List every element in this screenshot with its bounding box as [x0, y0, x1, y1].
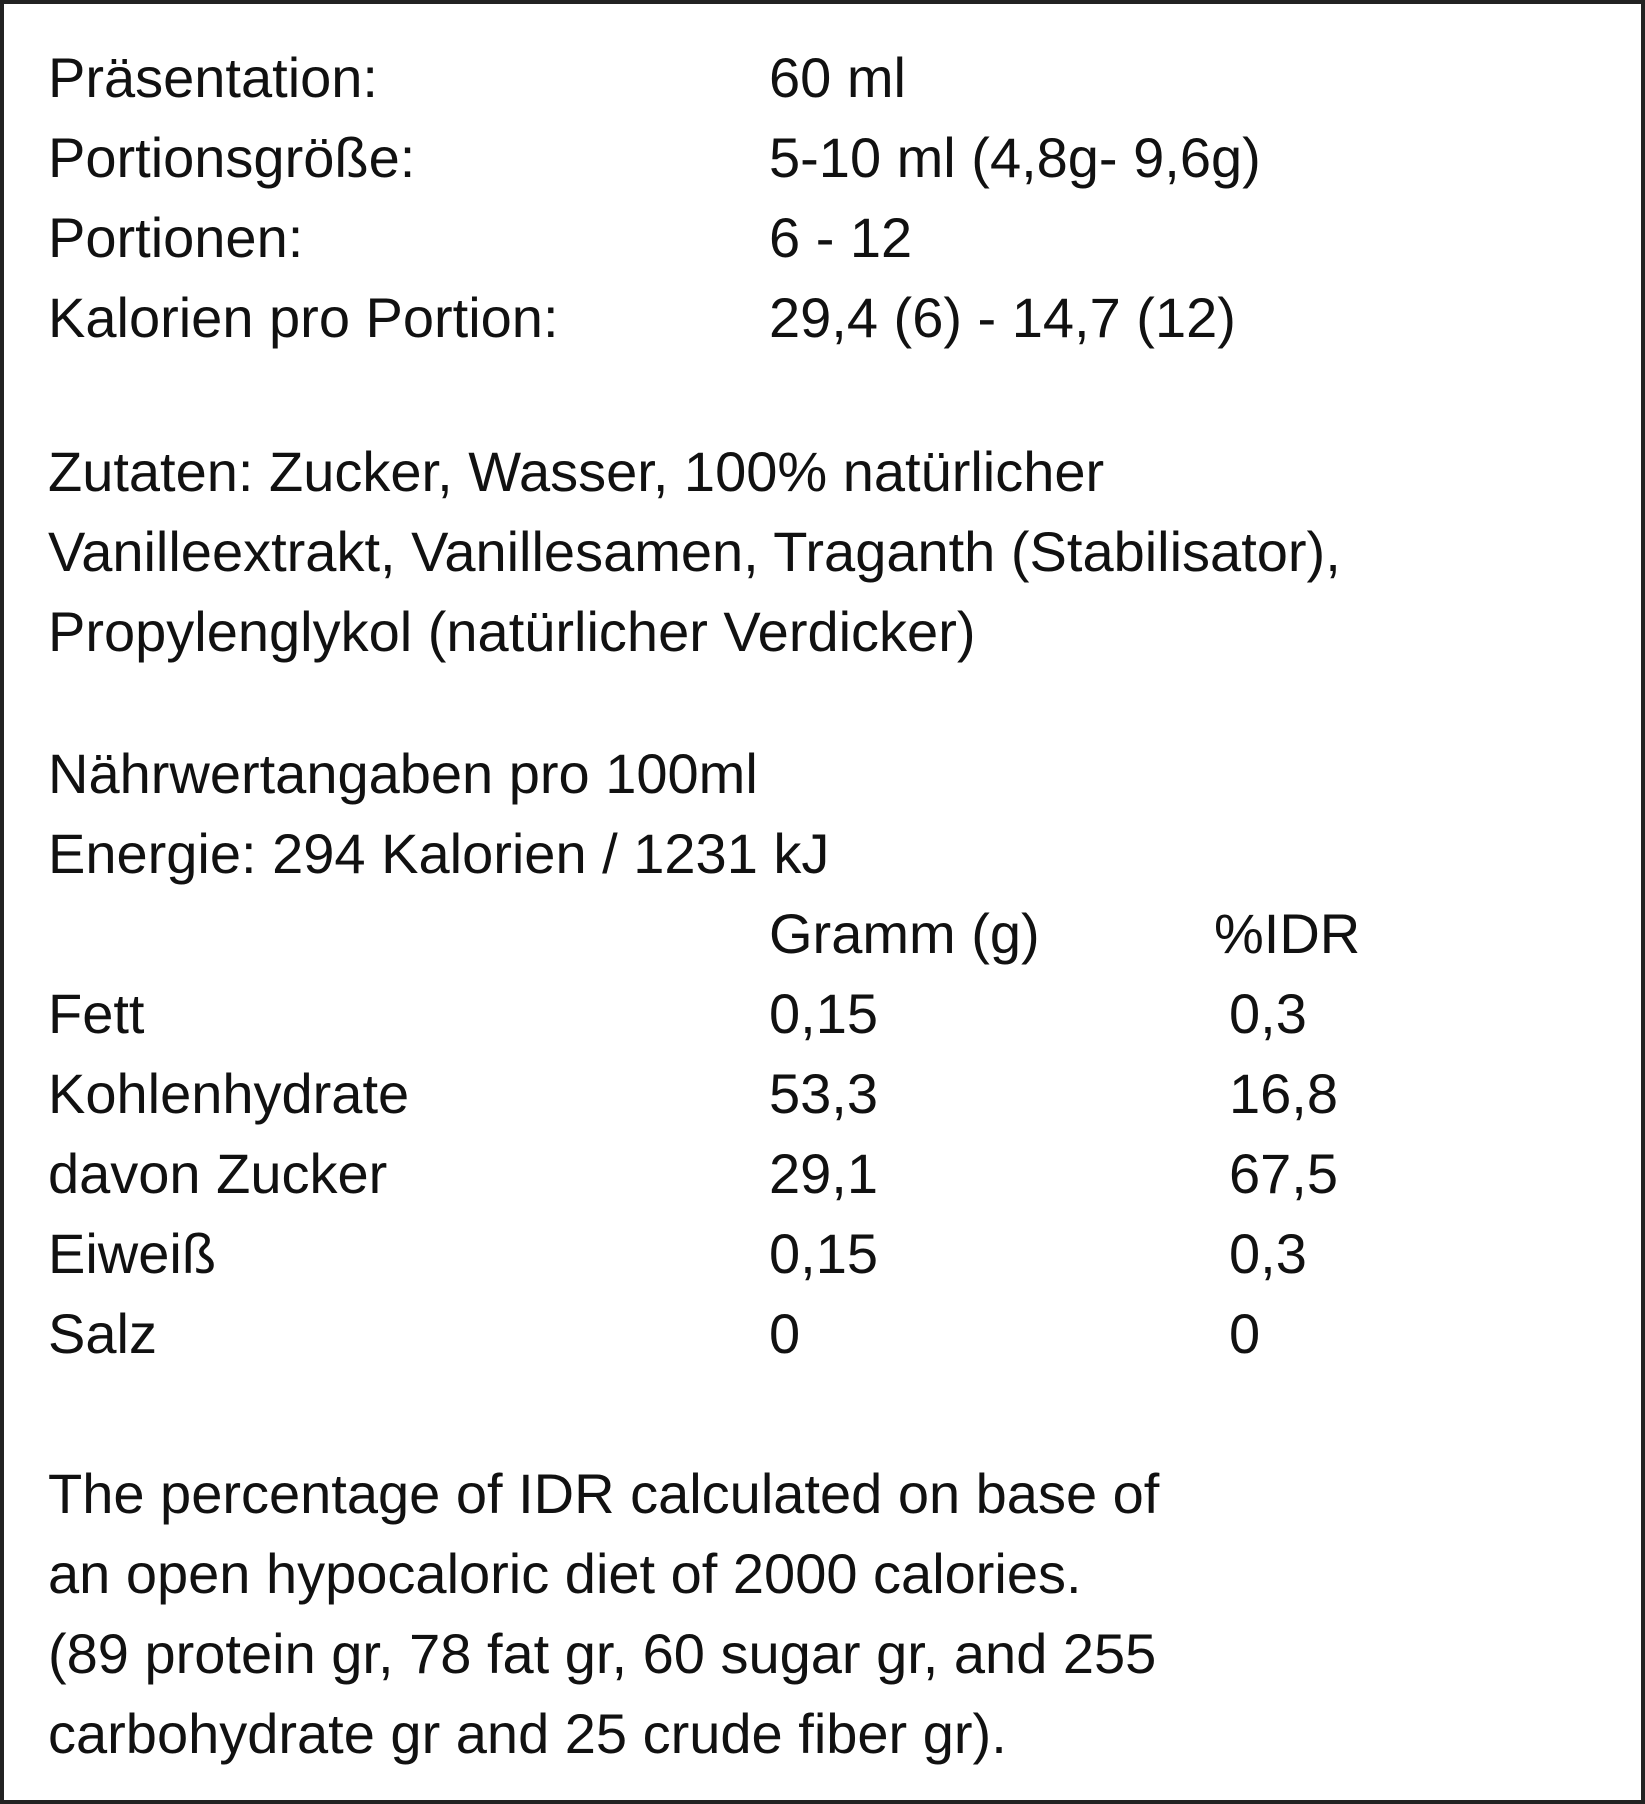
nutrition-energy: Energie: 294 Kalorien / 1231 kJ: [48, 822, 830, 885]
info-label: Kalorien pro Portion:: [48, 286, 559, 349]
info-row-calories: [4, 278, 1641, 358]
table-row: [4, 1054, 1641, 1134]
footnote-line: an open hypocaloric diet of 2000 calories.: [48, 1542, 1082, 1605]
footnote-line: (89 protein gr, 78 fat gr, 60 sugar gr, and 255: [48, 1622, 1157, 1685]
nutrient-name: Fett: [48, 982, 145, 1045]
column-header-idr: %IDR: [1214, 902, 1361, 965]
table-row: [4, 1214, 1641, 1294]
nutrient-idr: 0: [1229, 1302, 1261, 1365]
info-label: Portionsgröße:: [48, 126, 416, 189]
info-row-portion-size: [4, 118, 1641, 198]
info-row-portions: [4, 198, 1641, 278]
ingredients-line: Vanilleextrakt, Vanillesamen, Traganth (Stabilisator),: [48, 520, 1341, 583]
nutrient-grams: 0,15: [769, 982, 878, 1045]
info-row-presentation: [4, 38, 1641, 118]
column-header-grams: Gramm (g): [769, 902, 1040, 965]
nutrient-idr: 67,5: [1229, 1142, 1338, 1205]
info-label: Präsentation:: [48, 46, 378, 109]
nutrient-name: Salz: [48, 1302, 157, 1365]
ingredients-line: Zutaten: Zucker, Wasser, 100% natürlicher: [48, 440, 1105, 503]
info-value: 5-10 ml (4,8g- 9,6g): [769, 126, 1261, 189]
table-row: [4, 1134, 1641, 1214]
nutrient-name: davon Zucker: [48, 1142, 388, 1205]
nutrition-header-row: [4, 894, 1641, 974]
nutrient-name: Eiweiß: [48, 1222, 217, 1285]
nutrient-grams: 53,3: [769, 1062, 878, 1125]
nutrient-idr: 0,3: [1229, 1222, 1307, 1285]
info-value: 60 ml: [769, 46, 906, 109]
nutrient-idr: 16,8: [1229, 1062, 1338, 1125]
table-row: [4, 974, 1641, 1054]
info-value: 6 - 12: [769, 206, 913, 269]
nutrient-idr: 0,3: [1229, 982, 1307, 1045]
footnote-line: The percentage of IDR calculated on base of: [48, 1462, 1160, 1525]
table-row: [4, 1294, 1641, 1374]
nutrient-grams: 0,15: [769, 1222, 878, 1285]
nutrition-heading: Nährwertangaben pro 100ml: [48, 742, 758, 805]
info-value: 29,4 (6) - 14,7 (12): [769, 286, 1236, 349]
nutrient-name: Kohlenhydrate: [48, 1062, 410, 1125]
nutrient-grams: 29,1: [769, 1142, 878, 1205]
ingredients-line: Propylenglykol (natürlicher Verdicker): [48, 600, 976, 663]
info-label: Portionen:: [48, 206, 304, 269]
nutrient-grams: 0: [769, 1302, 801, 1365]
footnote-line: carbohydrate gr and 25 crude fiber gr).: [48, 1702, 1007, 1765]
